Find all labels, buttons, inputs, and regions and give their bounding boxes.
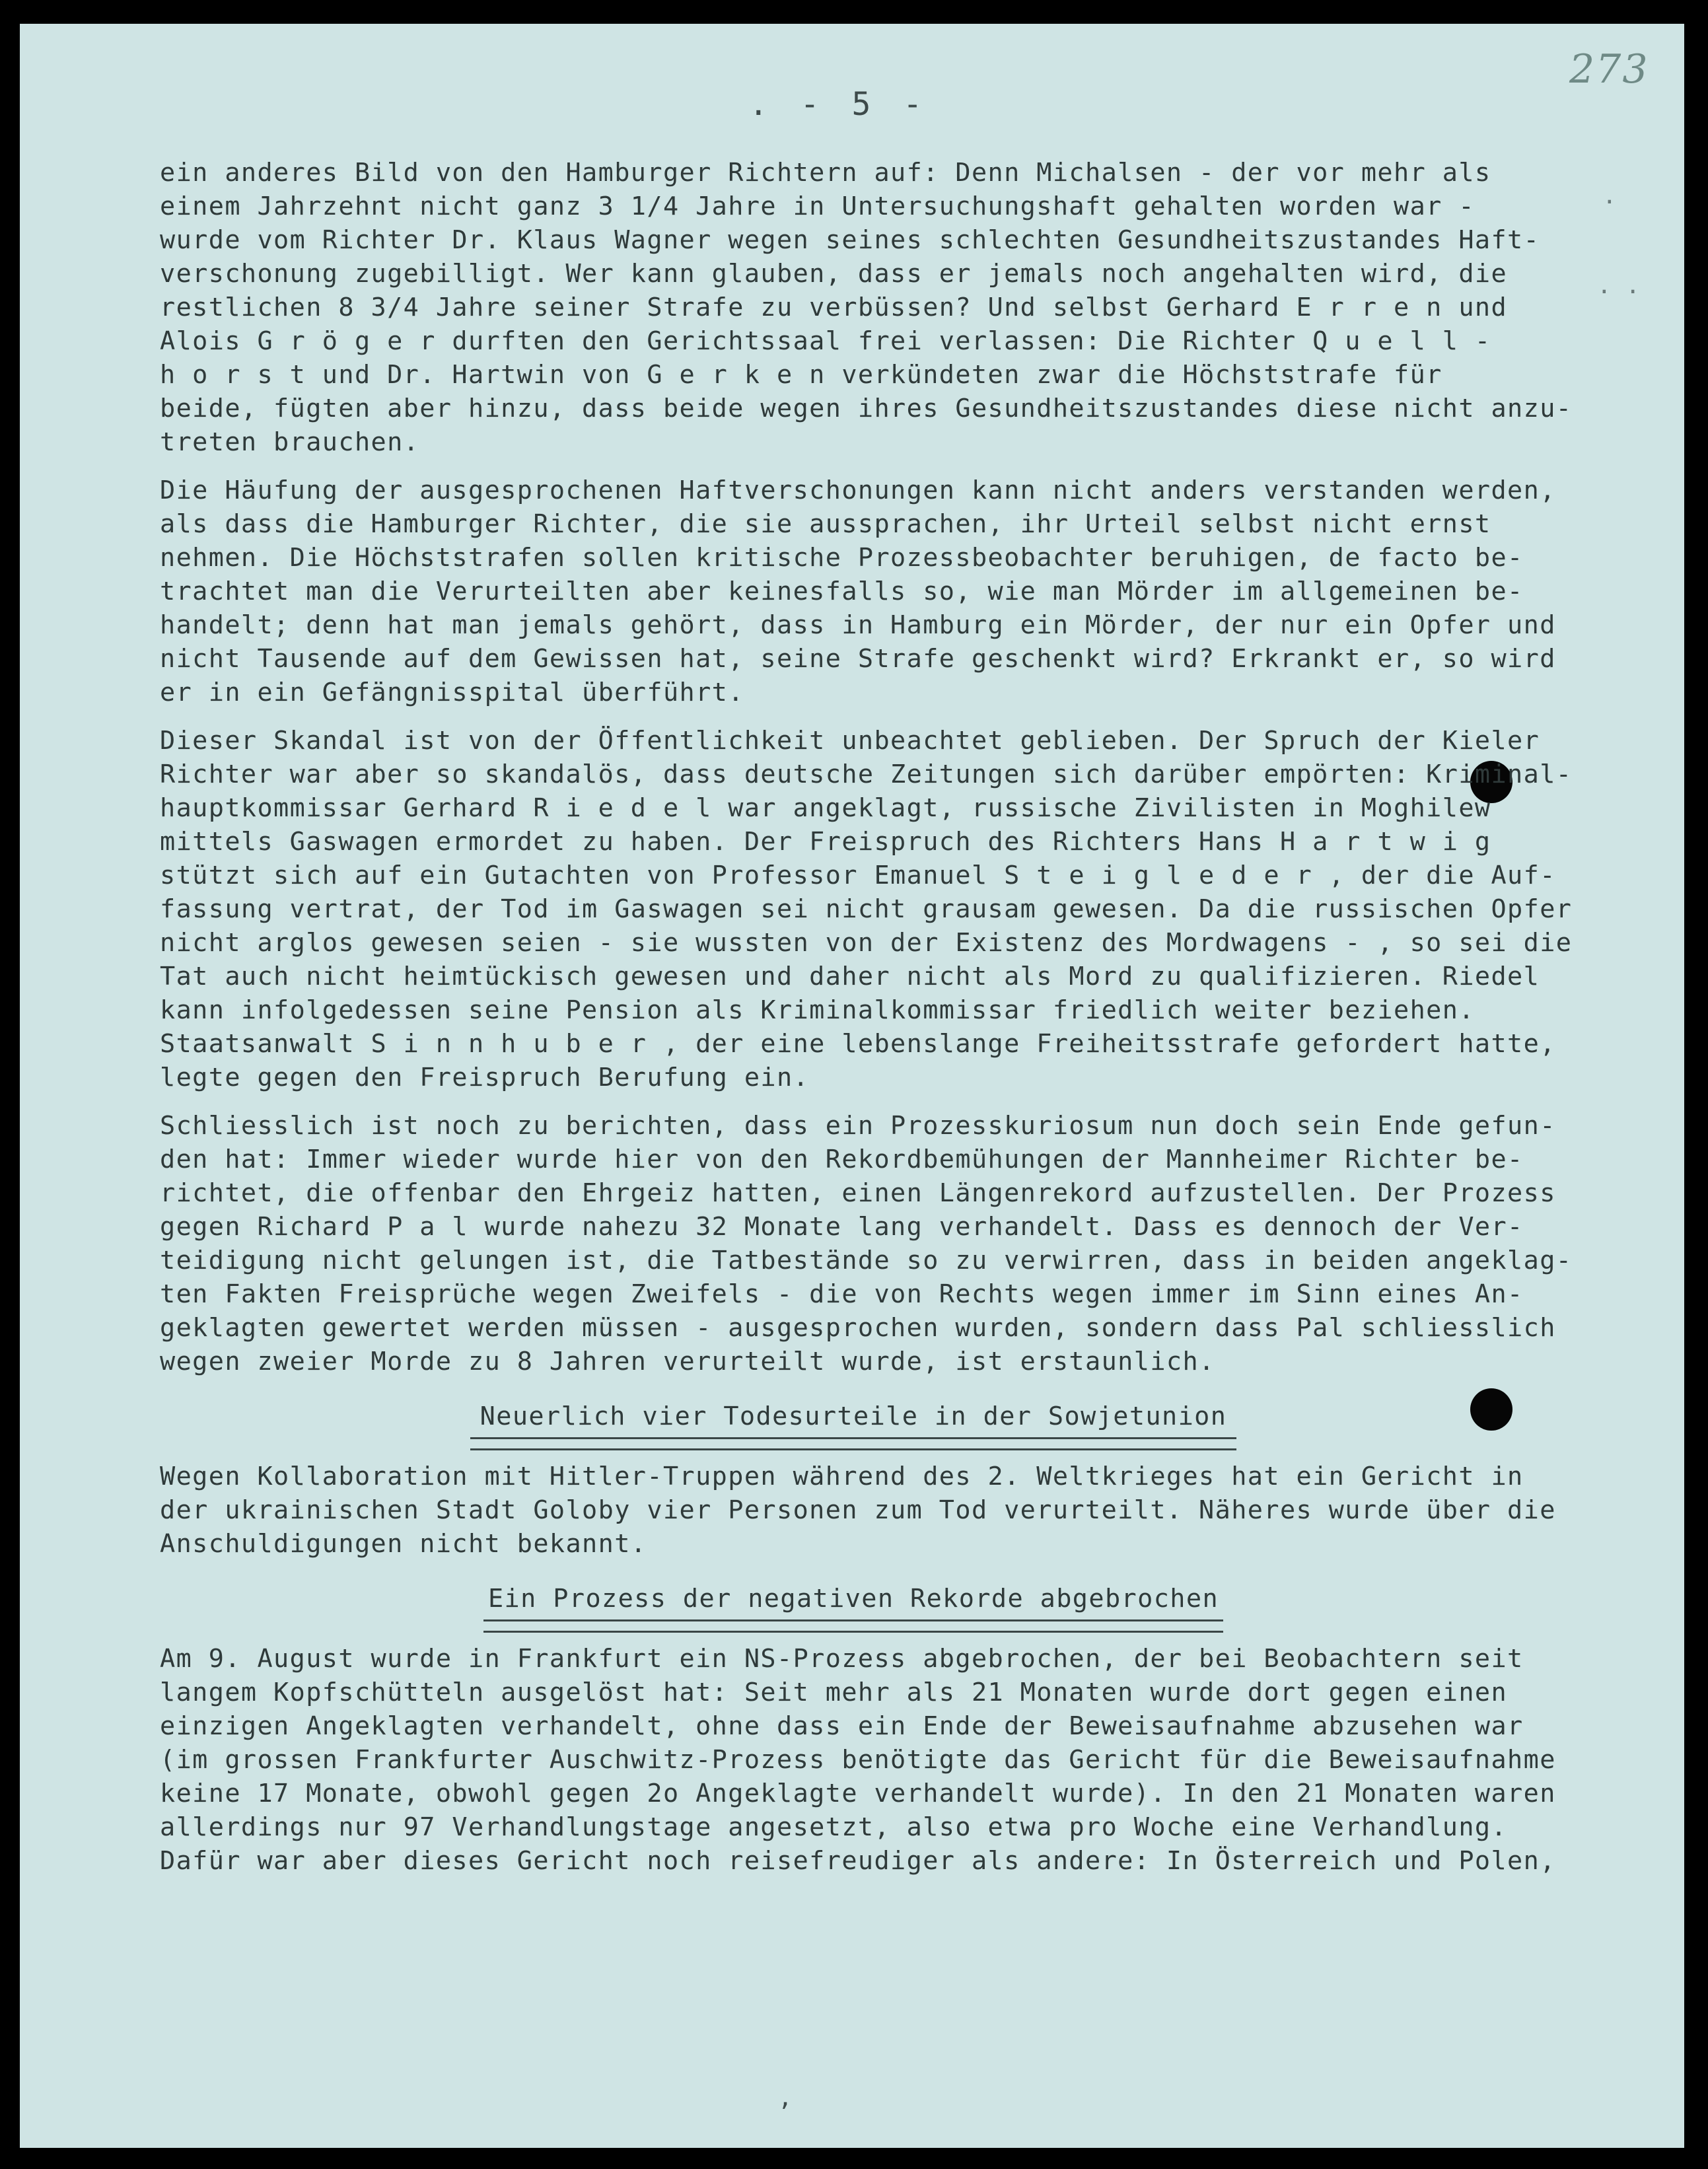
document-page [20, 24, 1684, 2148]
margin-dot-mark: · · [1597, 279, 1641, 306]
section-2-text: Am 9. August wurde in Frankfurt ein NS-Prozess abgebrochen, der bei Beobachtern seit langem Kopfschütteln ausgelöst hat: Seit mehr als 21 Monaten wurde dort gegen einen einzigen Angeklagten verhandelt, ohne dass ein Ende der Beweisaufnahme abzusehen war (im grossen Frankfurter Auschwitz-Prozess benötigte das Gericht für die Beweisaufnahme keine 17 Monate, obwohl gegen 2o Angeklagte verhandelt wurde). In den 21 Monaten waren allerdings nur 97 Verhandlungstage angesetzt, also etwa pro Woche eine Verhandlung. Dafür war aber dieses Gericht noch reisefreudiger als andere: In Österreich und Polen, [160, 1644, 1556, 1876]
paragraph-1: ein anderes Bild von den Hamburger Richtern auf: Denn Michalsen - der vor mehr als einem Jahrzehnt nicht ganz 3 1/4 Jahre in Untersuchungshaft gehalten worden war - wurde vom Richter Dr. Klaus Wagner wegen seines schlechten Gesundheitszustandes Haft- verschonung zugebilligt. Wer kann glauben, dass er jemals noch angehalten wird, die restlichen 8 3/4 Jahre seiner Strafe zu verbüssen? Und selbst Gerhard E r r e n und Alois G r ö g e r durften den Gerichtssaal frei verlassen: Die Richter Q u e l l - h o r s t und Dr. Hartwin von G e r k e n verkündeten zwar die Höchststrafe für beide, fügten aber hinzu, dass beide wegen ihres Gesundheitszustandes diese nicht anzu- treten brauchen. [160, 158, 1573, 457]
section-heading-2 [160, 1582, 1547, 1633]
paragraph-3: Dieser Skandal ist von der Öffentlichkeit unbeachtet geblieben. Der Spruch der Kieler Richter war aber so skandalös, dass deutsche Zeitungen sich darüber empörten: Kriminal- hauptkommissar Gerhard R i e d e l war angeklagt, russische Zivilisten in Moghilew mittels Gaswagen ermordet zu haben. Der Freispruch des Richters Hans H a r t w i g stützt sich auf ein Gutachten von Professor Emanuel S t e i g l e d e r , der die Auf- fassung vertrat, der Tod im Gaswagen sei nicht grausam gewesen. Da die russischen Opfer nicht arglos gewesen seien - sie wussten von der Existenz des Mordwagens - , so sei die Tat auch nicht heimtückisch gewesen und daher nicht als Mord zu qualifizieren. Riedel kann infolgedessen seine Pension als Kriminalkommissar friedlich weiter beziehen. Staatsanwalt S i n n h u b e r , der eine lebenslange Freiheitsstrafe gefordert hatte, legte gegen den Freispruch Berufung ein. [160, 726, 1573, 1092]
footer-mark: , [778, 2084, 793, 2112]
section-title: Neuerlich vier Todesurteile in der Sowjetunion [480, 1402, 1227, 1431]
document-body [160, 156, 1613, 1892]
paragraph-2: Die Häufung der ausgesprochenen Haftverschonungen kann nicht anders verstanden werden, als dass die Hamburger Richter, die sie aussprachen, ihr Urteil selbst nicht ernst nehmen. Die Höchststrafen sollen kritische Prozessbeobachter beruhigen, de facto be- trachtet man die Verurteilten aber keinesfalls so, wie man Mörder im allgemeinen be- handelt; denn hat man jemals gehört, dass in Hamburg ein Mörder, der nur ein Opfer und nicht Tausende auf dem Gewissen hat, seine Strafe geschenkt wird? Erkrankt er, so wird er in ein Gefängnisspital überführt. [160, 476, 1556, 707]
archive-number: 273 [1569, 46, 1649, 92]
margin-dot-mark: · [1602, 189, 1617, 216]
section-1-text: Wegen Kollaboration mit Hitler-Truppen während des 2. Weltkrieges hat ein Gericht in der ukrainischen Stadt Goloby vier Personen zum Tod verurteilt. Näheres wurde über die Anschuldigungen nicht bekannt. [160, 1462, 1556, 1559]
heading-double-underline [483, 1619, 1223, 1633]
heading-double-underline [470, 1437, 1236, 1450]
section-title: Ein Prozess der negativen Rekorde abgebrochen [487, 1584, 1219, 1614]
page-number: . - 5 - [748, 86, 929, 123]
paragraph-4: Schliesslich ist noch zu berichten, dass ein Prozesskuriosum nun doch sein Ende gefun- den hat: Immer wieder wurde hier von den Rekordbemühungen der Mannheimer Richter be- richtet, die offenbar den Ehrgeiz hatten, einen Längenrekord aufzustellen. Der Prozess gegen Richard P a l wurde nahezu 32 Monate lang verhandelt. Dass es dennoch der Ver- teidigung nicht gelungen ist, die Tatbestände so zu verwirren, dass in beiden angeklag- ten Fakten Freisprüche wegen Zweifels - die von Rechts wegen immer im Sinn eines An- geklagten gewertet werden müssen - ausgesprochen wurden, sondern dass Pal schliesslich wegen zweier Morde zu 8 Jahren verurteilt wurde, ist erstaunlich. [160, 1111, 1573, 1376]
section-heading-1 [160, 1400, 1547, 1450]
